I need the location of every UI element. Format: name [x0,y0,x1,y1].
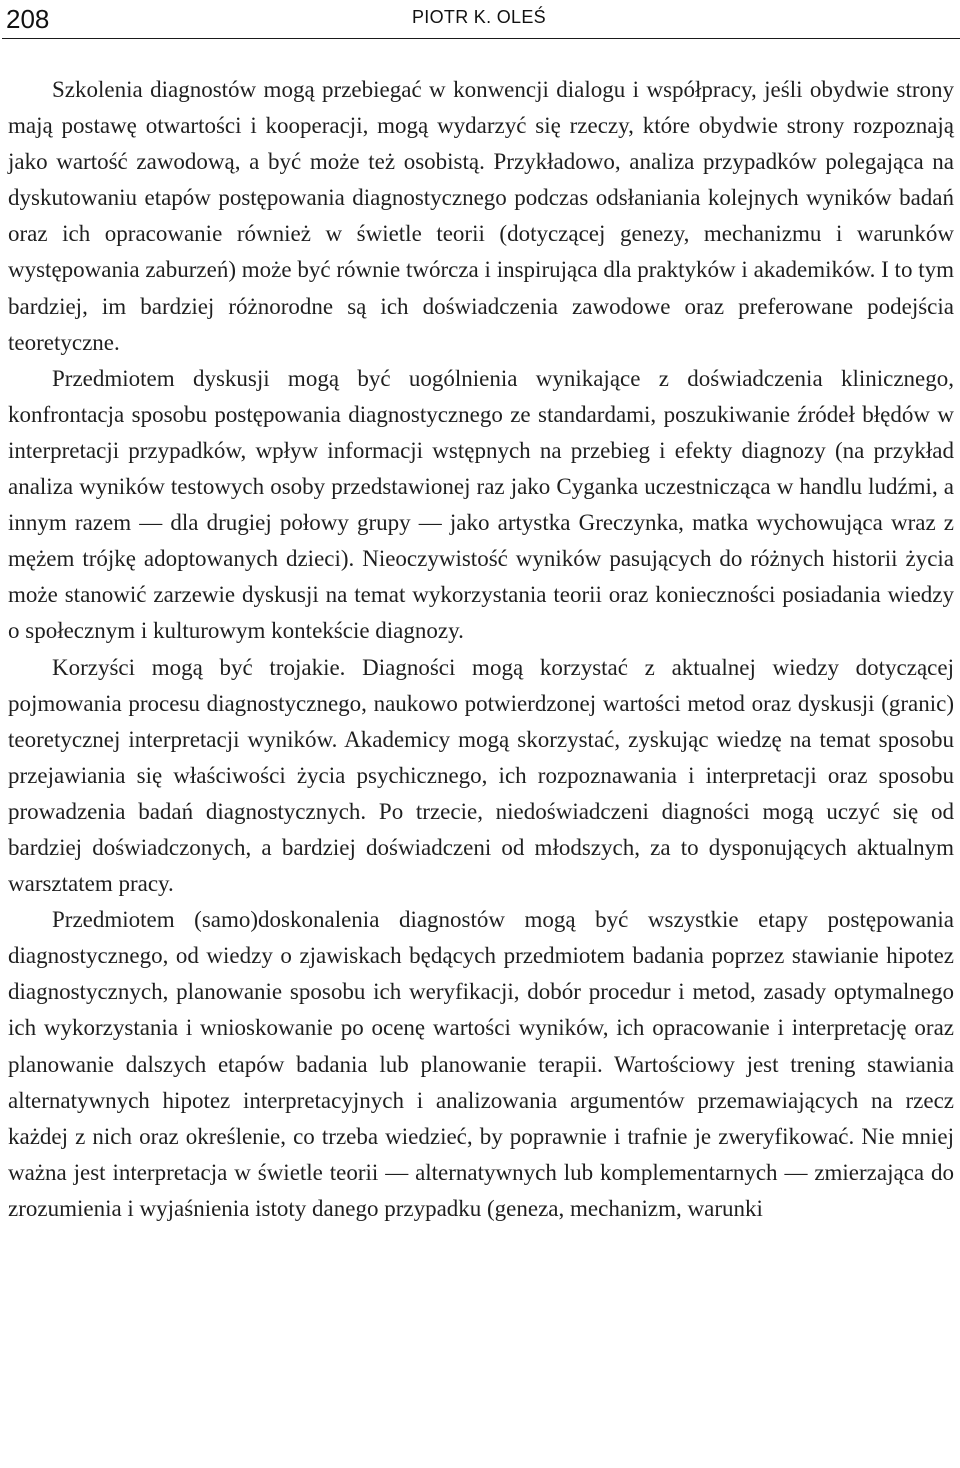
body-text [8,72,954,1227]
running-head: PIOTR K. OLEŚ [412,7,546,27]
paragraph-2: Przedmiotem dyskusji mogą być uogólnienia wynikające z doświadczenia klinicznego, konfrontacja sposobu postępowania diagnostycznego ze standardami, poszukiwanie źródeł błędów w interpretacji przypadków, wpływ informacji wstępnych na przebieg i efekty diagnozy (na przykład analiza wyników testowych osoby przedstawionej raz jako Cyganka uczestnicząca w handlu ludźmi, a innym razem — dla drugiej połowy grupy — jako artystka Greczynka, matka wychowująca wraz z mężem trójkę adoptowanych dzieci). Nieoczywistość wyników pasujących do różnych historii życia może stanowić zarzewie dyskusji na temat wykorzystania teorii oraz konieczności posiadania wiedzy o społecznym i kulturowym kontekście diagnozy. [8,365,954,644]
paragraph-4: Przedmiotem (samo)doskonalenia diagnostów mogą być wszystkie etapy postępowania diagnostycznego, od wiedzy o zjawiskach będących przedmiotem badania poprzez stawianie hipotez diagnostycznych, planowanie sposobu ich weryfikacji, dobór procedur i metod, zasady optymalnego ich wykorzystania i wnioskowanie po ocenę wartości wyników, ich opracowanie i interpretację oraz planowanie dalszych etapów badania lub planowanie terapii. Wartościowy jest trening stawiania alternatywnych hipotez interpretacyjnych i analizowania argumentów przemawiających na rzecz każdej z nich oraz określenie, co trzeba wiedzieć, by poprawnie i trafnie je zweryfikować. Nie mniej ważna jest interpretacja w świetle teorii — alternatywnych lub komplementarnych — zmierzająca do zrozumienia i wyjaśnienia istoty danego przypadku (geneza, mechanizm, warunki [8,907,954,1221]
page-header [2,0,960,39]
paragraph-3: Korzyści mogą być trojakie. Diagności mogą korzystać z aktualnej wiedzy dotyczącej pojmowania procesu diagnostycznego, naukowo potwierdzonej wartości metod oraz dyskusji (granic) teoretycznej interpretacji wyników. Akademicy mogą skorzystać, zyskując wiedzę na temat sposobu przejawiania się właściwości życia psychicznego, ich rozpoznawania i interpretacji oraz sposobu prowadzenia badań diagnostycznych. Po trzecie, niedoświadczeni diagności mogą uczyć się od bardziej doświadczonych, a bardziej doświadczeni od młodszych, za to dysponujących aktualnym warsztatem pracy. [8,654,954,897]
page-number: 208 [6,4,50,34]
paragraph-1: Szkolenia diagnostów mogą przebiegać w konwencji dialogu i współpracy, jeśli obydwie strony mają postawę otwartości i kooperacji, mogą wydarzyć się rzeczy, które obydwie strony rozpoznają jako wartość zawodową, a być może też osobistą. Przykładowo, analiza przypadków polegająca na dyskutowaniu etapów postępowania diagnostycznego podczas odsłaniania kolejnych wyników badań oraz ich opracowanie również w świetle teorii (dotyczącej genezy, mechanizmu i warunków występowania zaburzeń) może być równie twórcza i inspirująca dla praktyków i akademików. I to tym bardziej, im bardziej różnorodne są ich doświadczenia zawodowe oraz preferowane podejścia teoretyczne. [8,77,954,355]
